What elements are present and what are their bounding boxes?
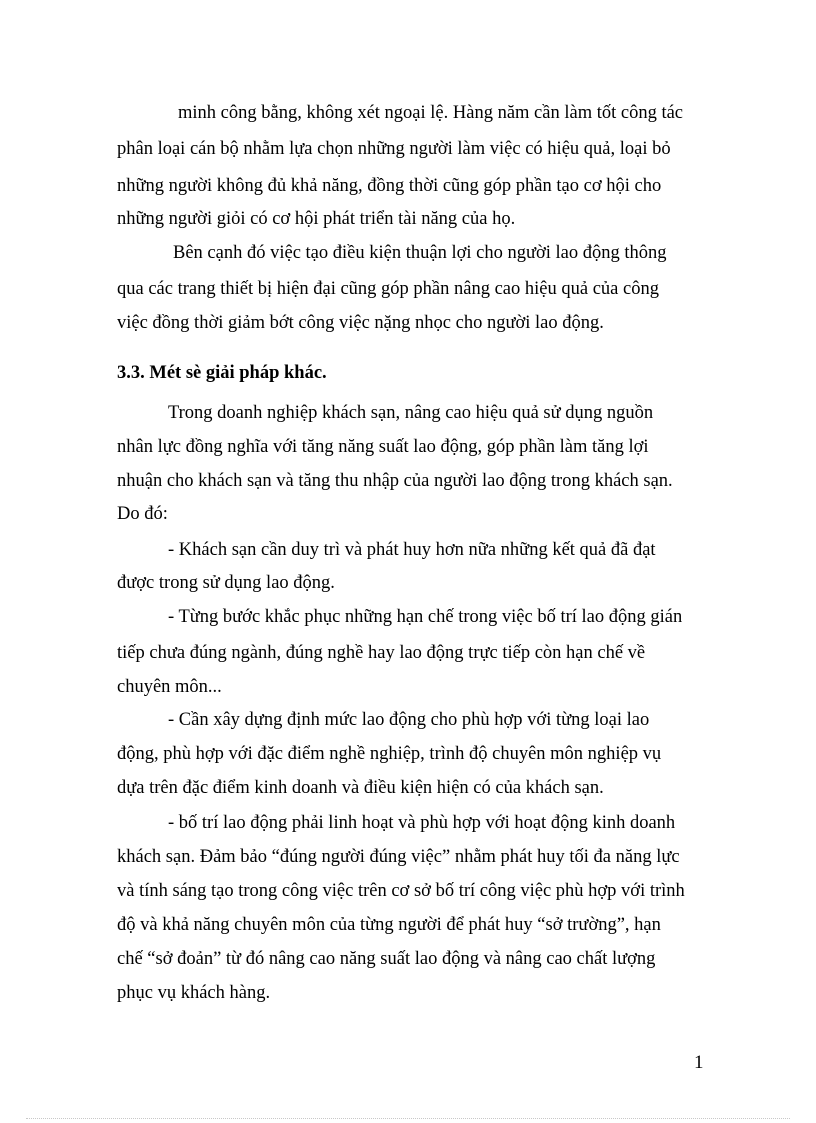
page-number: 1 bbox=[694, 1052, 704, 1073]
paragraph-2-line-2: qua các trang thiết bị hiện đại cũng góp phần nâng cao hiệu quả của công bbox=[117, 279, 659, 299]
section-heading: 3.3. Mét sè giải pháp khác. bbox=[117, 363, 327, 383]
bullet-4-line-2: khách sạn. Đảm bảo “đúng người đúng việc” nhằm phát huy tối đa năng lực bbox=[117, 847, 680, 867]
bullet-1-line-2: được trong sử dụng lao động. bbox=[117, 573, 335, 593]
bullet-2-line-3: chuyên môn... bbox=[117, 677, 222, 697]
bullet-4-line-4: độ và khả năng chuyên môn của từng người để phát huy “sở trường”, hạn bbox=[117, 915, 661, 935]
bullet-4-line-1: - bố trí lao động phải linh hoạt và phù hợp với hoạt động kinh doanh bbox=[168, 813, 676, 833]
paragraph-3-line-1: Trong doanh nghiệp khách sạn, nâng cao hiệu quả sử dụng nguồn bbox=[168, 403, 654, 423]
paragraph-1-line-3: những người không đủ khả năng, đồng thời cũng góp phần tạo cơ hội cho bbox=[117, 176, 662, 196]
page-bottom-divider bbox=[26, 1118, 790, 1119]
bullet-2-line-2: tiếp chưa đúng ngành, đúng nghề hay lao động trực tiếp còn hạn chế về bbox=[117, 643, 646, 663]
paragraph-3-line-4: Do đó: bbox=[117, 504, 168, 524]
bullet-4-line-5: chế “sở đoản” từ đó nâng cao năng suất lao động và nâng cao chất lượng bbox=[117, 949, 656, 969]
paragraph-1-line-1: minh công bằng, không xét ngoại lệ. Hàng năm cần làm tốt công tác bbox=[178, 103, 684, 123]
paragraph-1-line-2: phân loại cán bộ nhằm lựa chọn những người làm việc có hiệu quả, loại bỏ bbox=[117, 139, 671, 159]
bullet-4-line-3: và tính sáng tạo trong công việc trên cơ sở bố trí công việc phù hợp với trình bbox=[117, 881, 685, 901]
bullet-4-line-6: phục vụ khách hàng. bbox=[117, 983, 271, 1003]
bullet-2-line-1: - Từng bước khắc phục những hạn chế trong việc bố trí lao động gián bbox=[168, 607, 683, 627]
paragraph-2-line-1: Bên cạnh đó việc tạo điều kiện thuận lợi cho người lao động thông bbox=[173, 243, 667, 263]
bullet-1-line-1: - Khách sạn cần duy trì và phát huy hơn nữa những kết quả đã đạt bbox=[168, 540, 656, 560]
paragraph-1-line-4: những người giỏi có cơ hội phát triển tài năng của họ. bbox=[117, 209, 516, 229]
bullet-3-line-3: dựa trên đặc điểm kinh doanh và điều kiện hiện có của khách sạn. bbox=[117, 778, 604, 798]
paragraph-2-line-3: việc đồng thời giảm bớt công việc nặng nhọc cho người lao động. bbox=[117, 313, 604, 333]
paragraph-3-line-2: nhân lực đồng nghĩa với tăng năng suất lao động, góp phần làm tăng lợi bbox=[117, 437, 649, 457]
paragraph-3-line-3: nhuận cho khách sạn và tăng thu nhập của người lao động trong khách sạn. bbox=[117, 471, 673, 491]
bullet-3-line-1: - Cần xây dựng định mức lao động cho phù hợp với từng loại lao bbox=[168, 710, 650, 730]
bullet-3-line-2: động, phù hợp với đặc điểm nghề nghiệp, trình độ chuyên môn nghiệp vụ bbox=[117, 744, 662, 764]
